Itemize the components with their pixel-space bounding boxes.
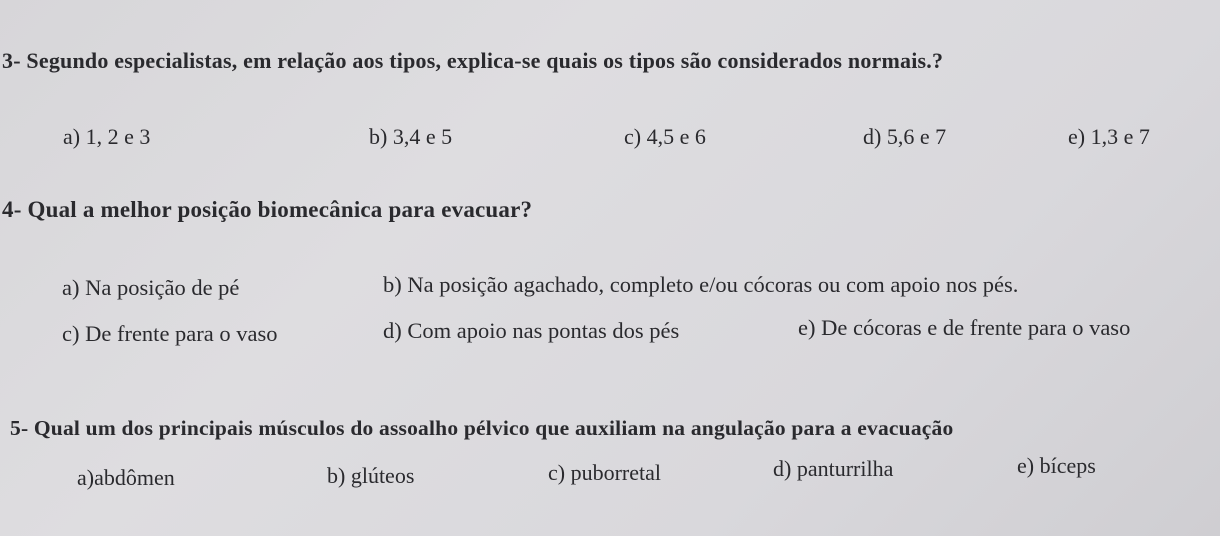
question-4-option-a[interactable]: a) Na posição de pé: [62, 275, 240, 300]
question-5-text: 5- Qual um dos principais músculos do assoalho pélvico que auxiliam na angulação para a evacuação: [10, 416, 954, 440]
question-3-option-e[interactable]: e) 1,3 e 7: [1068, 124, 1150, 149]
question-5-option-b[interactable]: b) glúteos: [327, 463, 415, 488]
question-4-option-d[interactable]: d) Com apoio nas pontas dos pés: [383, 318, 680, 343]
question-5-option-e[interactable]: e) bíceps: [1017, 453, 1096, 478]
question-3-option-b[interactable]: b) 3,4 e 5: [369, 124, 453, 149]
question-5-option-a[interactable]: a)abdômen: [77, 465, 175, 490]
question-5-option-c[interactable]: c) puborretal: [548, 460, 661, 485]
question-4-option-e[interactable]: e) De cócoras e de frente para o vaso: [798, 315, 1131, 340]
question-4-text: 4- Qual a melhor posição biomecânica para evacuar?: [2, 197, 533, 222]
question-3-option-a[interactable]: a) 1, 2 e 3: [63, 124, 151, 149]
question-4-option-b[interactable]: b) Na posição agachado, completo e/ou cócoras ou com apoio nos pés.: [383, 272, 1019, 297]
question-3-text: 3- Segundo especialistas, em relação aos tipos, explica-se quais os tipos são considerados normais.?: [2, 48, 944, 73]
question-4-option-c[interactable]: c) De frente para o vaso: [62, 321, 278, 346]
question-3-option-d[interactable]: d) 5,6 e 7: [863, 124, 947, 149]
question-5-option-d[interactable]: d) panturrilha: [773, 456, 894, 481]
question-3-option-c[interactable]: c) 4,5 e 6: [624, 124, 706, 149]
